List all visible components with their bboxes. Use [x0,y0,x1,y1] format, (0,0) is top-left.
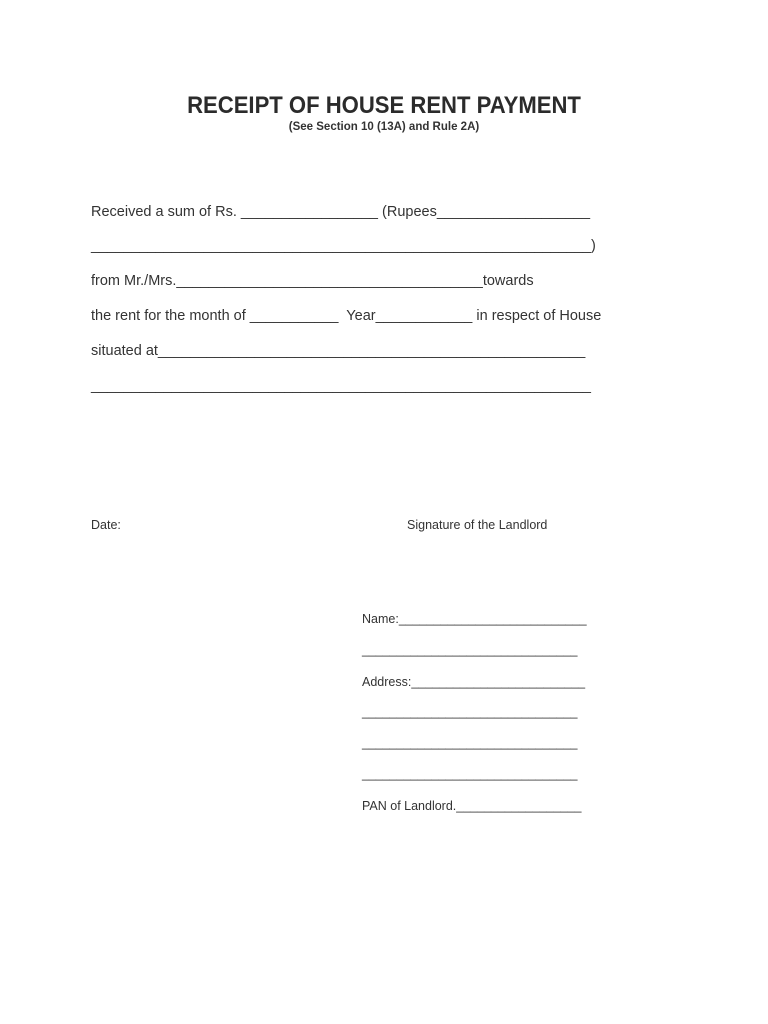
landlord-name-line: Name:___________________________ [362,612,587,626]
landlord-address-line-3: _______________________________ [362,736,578,750]
rent-period-line: the rent for the month of ___________ Year____________ in respect of House [91,308,602,324]
house-location-continued-line: ______________________________________________________________ [91,378,591,394]
landlord-name-continued-line: _______________________________ [362,643,578,657]
page-subtitle: (See Section 10 (13A) and Rule 2A) [288,121,480,133]
date-label: Date: [91,518,121,532]
landlord-address-line-4: _______________________________ [362,767,578,781]
amount-line: Received a sum of Rs. _________________ (Rupees___________________ [91,204,591,220]
house-location-line: situated at_____________________________________________________ [91,343,586,359]
payer-line: from Mr./Mrs.______________________________________towards [91,273,534,289]
landlord-pan-line: PAN of Landlord.__________________ [362,799,582,813]
amount-words-line: ______________________________________________________________) [91,238,596,254]
page-title: RECEIPT OF HOUSE RENT PAYMENT [187,92,581,119]
landlord-address-line-2: _______________________________ [362,705,578,719]
signature-label: Signature of the Landlord [407,518,548,532]
landlord-address-line: Address:_________________________ [362,675,586,689]
